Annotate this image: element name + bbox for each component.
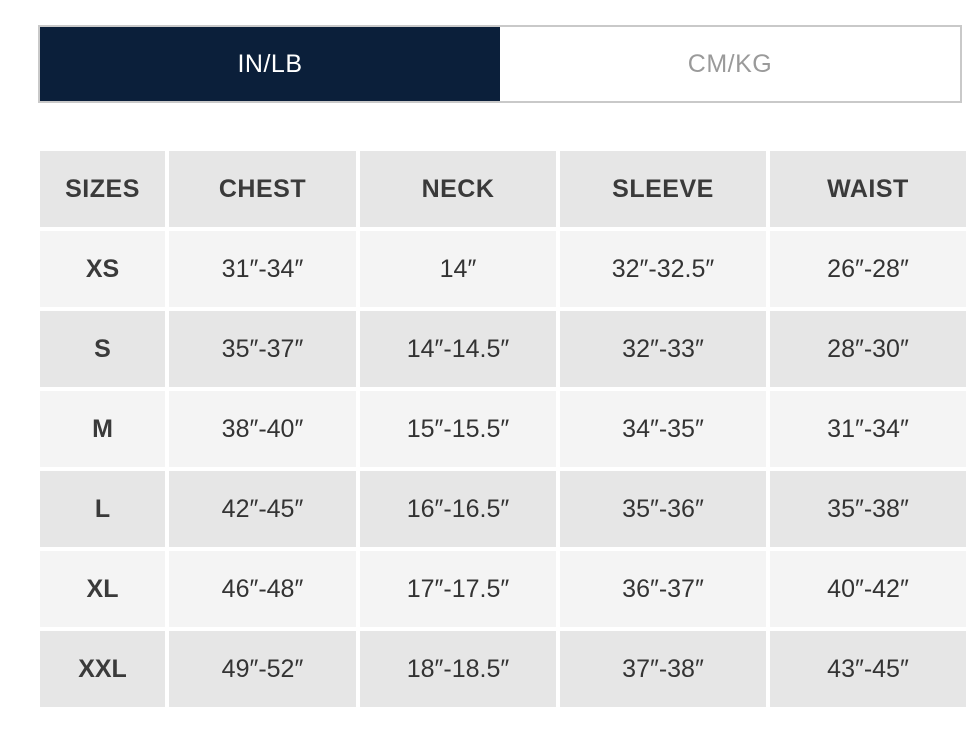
table-header-row: [40, 151, 966, 227]
neck-value: 14″-14.5″: [360, 311, 556, 387]
table-row: [40, 631, 966, 707]
size-chart-table: [36, 147, 970, 711]
table-row: [40, 311, 966, 387]
column-header-neck: NECK: [360, 151, 556, 227]
chest-value: 38″-40″: [169, 391, 356, 467]
sleeve-value: 35″-36″: [560, 471, 766, 547]
neck-value: 14″: [360, 231, 556, 307]
table-row: [40, 391, 966, 467]
sleeve-value: 34″-35″: [560, 391, 766, 467]
waist-value: 28″-30″: [770, 311, 966, 387]
waist-value: 31″-34″: [770, 391, 966, 467]
neck-value: 17″-17.5″: [360, 551, 556, 627]
unit-option-in-lb[interactable]: IN/LB: [40, 27, 500, 101]
sleeve-value: 32″-33″: [560, 311, 766, 387]
waist-value: 35″-38″: [770, 471, 966, 547]
waist-value: 26″-28″: [770, 231, 966, 307]
sleeve-value: 32″-32.5″: [560, 231, 766, 307]
chest-value: 42″-45″: [169, 471, 356, 547]
neck-value: 18″-18.5″: [360, 631, 556, 707]
table-row: [40, 231, 966, 307]
column-header-sizes: SIZES: [40, 151, 165, 227]
size-label: M: [40, 391, 165, 467]
size-label: S: [40, 311, 165, 387]
unit-toggle: [38, 25, 962, 103]
sleeve-value: 37″-38″: [560, 631, 766, 707]
size-label: XXL: [40, 631, 165, 707]
chest-value: 49″-52″: [169, 631, 356, 707]
column-header-sleeve: SLEEVE: [560, 151, 766, 227]
size-label: XL: [40, 551, 165, 627]
size-label: L: [40, 471, 165, 547]
neck-value: 15″-15.5″: [360, 391, 556, 467]
unit-option-cm-kg[interactable]: CM/KG: [500, 27, 960, 101]
waist-value: 40″-42″: [770, 551, 966, 627]
chest-value: 35″-37″: [169, 311, 356, 387]
table-row: [40, 551, 966, 627]
chest-value: 31″-34″: [169, 231, 356, 307]
waist-value: 43″-45″: [770, 631, 966, 707]
size-label: XS: [40, 231, 165, 307]
column-header-waist: WAIST: [770, 151, 966, 227]
chest-value: 46″-48″: [169, 551, 356, 627]
sleeve-value: 36″-37″: [560, 551, 766, 627]
column-header-chest: CHEST: [169, 151, 356, 227]
table-row: [40, 471, 966, 547]
neck-value: 16″-16.5″: [360, 471, 556, 547]
